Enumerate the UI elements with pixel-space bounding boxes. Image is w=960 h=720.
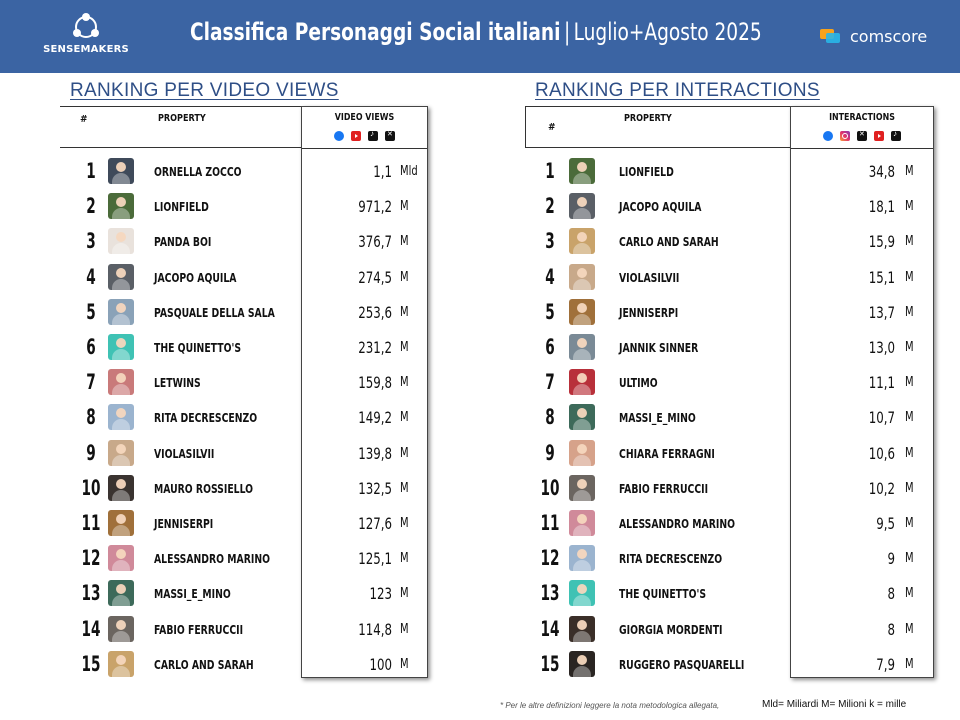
rank-number: 6 [545,335,555,359]
rank-column-header: # [548,122,556,133]
rank-number: 4 [86,264,96,289]
metric-value: 100 [369,654,392,674]
rank-number: 13 [81,581,101,606]
avatar [108,580,134,606]
metric-value: 8 [887,619,895,639]
metric-unit: M [905,445,914,461]
property-name: CARLO AND SARAH [619,235,719,250]
avatar [108,369,134,395]
table-header [525,106,790,148]
video-views-section-title: RANKING PER VIDEO VIEWS [70,80,339,101]
property-name: MAURO ROSSIELLO [154,481,254,496]
avatar [108,616,134,642]
avatar [108,334,134,360]
avatar [108,440,134,466]
metric-unit: M [400,410,409,426]
metric-value: 15,1 [868,267,895,287]
metric-value: 274,5 [358,267,392,287]
title-main: Classifica Personaggi Social italiani [190,18,561,46]
avatar [569,158,595,184]
rank-number: 5 [86,299,96,324]
table-row [60,541,430,576]
metric-column-header [302,107,427,149]
metric-value: 10,2 [868,478,895,498]
units-legend: Mld= Miliardi M= Milioni k = mille [762,699,907,710]
metric-value: 971,2 [358,197,392,217]
table-row [525,295,935,330]
avatar [108,228,134,254]
metric-unit: M [905,516,914,531]
rank-number: 2 [545,194,555,219]
rank-number: 3 [545,229,555,254]
property-name: JANNIK SINNER [619,341,699,355]
metric-unit: M [905,375,914,391]
table-row [525,541,935,576]
metric-unit: M [400,304,409,320]
avatar [108,158,134,184]
avatar [108,404,134,430]
metric-unit: M [400,234,409,250]
rank-number: 1 [545,159,555,183]
rank-number: 15 [540,651,560,676]
metric-value: 139,8 [358,443,392,463]
metric-value: 1,1 [373,162,392,181]
table-row [525,506,935,541]
table-row [525,471,935,506]
metric-unit: M [400,551,409,567]
property-name: THE QUINETTO'S [154,341,242,355]
property-name: RITA DECRESCENZO [154,411,258,426]
table-row [525,400,935,435]
table-row [60,260,430,295]
metric-value: 253,6 [358,302,392,322]
table-row [60,506,430,541]
page-title [190,18,762,46]
avatar [108,651,134,677]
social-icons [302,131,427,141]
metric-unit: M [400,480,409,496]
metric-unit: M [905,340,914,355]
metric-unit: M [400,516,409,531]
header-bar [0,0,960,73]
metric-value: 13,0 [868,338,895,357]
avatar [569,193,595,219]
metric-unit: M [905,480,914,496]
video-views-table [60,106,430,682]
title-period: Luglio+Agosto 2025 [573,18,762,46]
avatar [569,510,595,536]
rank-column-header: # [80,114,88,125]
rank-number: 8 [86,405,96,430]
comscore-logo [820,24,927,48]
property-name: VIOLASILVII [154,446,215,461]
rank-number: 9 [86,440,96,465]
rank-number: 8 [545,405,555,430]
table-row [525,260,935,295]
video-views-header: VIDEO VIEWS [334,112,395,123]
property-name: CARLO AND SARAH [154,657,254,672]
rank-number: 3 [86,229,96,254]
table-row [525,576,935,611]
interactions-table [525,106,935,682]
table-row [525,330,935,365]
sensemakers-logo [40,12,132,60]
metric-unit: M [905,656,914,672]
rank-number: 11 [540,511,560,535]
property-name: THE QUINETTO'S [619,587,707,602]
metric-unit: M [400,269,409,285]
rank-number: 13 [540,581,560,606]
table-row [525,154,935,189]
youtube-icon [874,131,884,141]
table-row [60,189,430,224]
metric-unit: M [905,199,914,215]
metric-unit: M [400,445,409,461]
rank-number: 12 [81,546,101,571]
metric-value: 11,1 [868,373,895,393]
property-name: GIORGIA MORDENTI [619,622,723,637]
table-row [60,295,430,330]
metric-unit: M [400,656,409,672]
property-name: ALESSANDRO MARINO [154,552,270,567]
avatar [108,264,134,290]
property-name: PASQUALE DELLA SALA [154,305,275,320]
metric-value: 9 [887,549,895,569]
avatar [569,299,595,325]
metric-unit: M [400,199,409,215]
table-row [525,365,935,400]
avatar [569,616,595,642]
metric-value: 7,9 [876,654,895,674]
table-row [525,647,935,682]
partner-name: comscore [850,26,928,46]
property-name: JACOPO AQUILA [154,270,237,285]
metric-value: 9,5 [876,514,895,533]
rank-number: 15 [81,651,101,676]
metric-unit: M [905,269,914,285]
rank-number: 10 [81,475,101,500]
rank-number: 2 [86,194,96,219]
sensemakers-logo-icon [70,12,102,42]
rank-number: 7 [545,370,555,395]
rank-number: 7 [86,370,96,395]
table-row [60,400,430,435]
metric-value: 34,8 [868,162,895,181]
methodology-footnote: * Per le altre definizioni leggere la nota metodologica allegata, [500,701,720,710]
rank-number: 5 [545,299,555,324]
metric-value: 125,1 [358,549,392,569]
property-name: FABIO FERRUCCII [619,481,709,496]
metric-value: 376,7 [358,232,392,252]
metric-unit: M [400,375,409,391]
property-name: LIONFIELD [154,200,209,215]
property-name: VIOLASILVII [619,270,680,285]
rank-number: 10 [540,475,560,500]
metric-value: 114,8 [358,619,392,639]
rank-number: 11 [81,511,101,535]
avatar [569,369,595,395]
avatar [108,545,134,571]
comscore-logo-icon [820,27,842,45]
metric-unit: Mld [400,164,418,179]
interactions-section-title: RANKING PER INTERACTIONS [535,80,820,101]
table-row [60,647,430,682]
tiktok-icon [368,131,378,141]
table-row [60,436,430,471]
interactions-header: INTERACTIONS [829,112,895,123]
rank-number: 14 [540,616,560,641]
rank-number: 9 [545,440,555,465]
metric-value: 8 [887,584,895,604]
youtube-icon [351,131,361,141]
property-name: LETWINS [154,376,201,391]
table-row [60,154,430,189]
rank-number: 14 [81,616,101,641]
x-icon [385,131,395,141]
metric-value: 18,1 [868,197,895,217]
property-name: JACOPO AQUILA [619,200,702,215]
metric-value: 10,7 [868,408,895,428]
property-name: CHIARA FERRAGNI [619,446,715,461]
tiktok-icon [891,131,901,141]
facebook-icon [823,131,833,141]
brand-name: SENSEMAKERS [43,44,129,55]
table-row [525,612,935,647]
property-name: FABIO FERRUCCII [154,622,244,637]
metric-column-header [791,107,933,149]
avatar [108,510,134,536]
social-icons [791,131,933,141]
property-name: RITA DECRESCENZO [619,552,723,567]
property-name: MASSI_E_MINO [619,411,696,426]
property-name: JENNISERPI [619,305,679,320]
title-separator: | [563,18,571,46]
metric-value: 13,7 [868,302,895,322]
property-name: ORNELLA ZOCCO [154,165,242,179]
metric-value: 123 [369,584,392,604]
metric-unit: M [400,586,409,602]
avatar [569,228,595,254]
avatar [569,545,595,571]
metric-value: 15,9 [868,232,895,252]
avatar [569,580,595,606]
rank-number: 12 [540,546,560,571]
property-column-header: PROPERTY [158,113,206,124]
instagram-icon [840,131,850,141]
property-name: JENNISERPI [154,517,214,531]
avatar [569,475,595,501]
metric-value: 149,2 [358,408,392,428]
metric-unit: M [905,410,914,426]
property-name: RUGGERO PASQUARELLI [619,657,745,672]
metric-unit: M [400,621,409,637]
property-name: ALESSANDRO MARINO [619,517,735,531]
metric-value: 159,8 [358,373,392,393]
avatar [108,299,134,325]
metric-unit: M [905,304,914,320]
metric-value: 231,2 [358,338,392,357]
metric-unit: M [905,551,914,567]
avatar [569,404,595,430]
table-row [60,576,430,611]
metric-unit: M [905,621,914,637]
table-row [60,224,430,259]
avatar [108,193,134,219]
avatar [108,475,134,501]
x-icon [857,131,867,141]
table-row [60,365,430,400]
property-name: LIONFIELD [619,165,674,179]
metric-unit: M [905,586,914,602]
table-row [60,612,430,647]
property-name: PANDA BOI [154,235,212,250]
table-header [60,106,301,148]
property-name: MASSI_E_MINO [154,587,231,602]
rank-number: 1 [86,159,96,183]
metric-unit: M [400,340,409,355]
table-row [525,224,935,259]
avatar [569,651,595,677]
table-row [60,471,430,506]
avatar [569,440,595,466]
property-name: ULTIMO [619,376,658,391]
metric-unit: M [905,164,914,179]
property-column-header: PROPERTY [624,113,672,124]
table-row [525,189,935,224]
metric-value: 10,6 [868,443,895,463]
metric-value: 127,6 [358,514,392,533]
table-row [525,436,935,471]
rank-number: 4 [545,264,555,289]
table-row [60,330,430,365]
facebook-icon [334,131,344,141]
metric-unit: M [905,234,914,250]
rank-number: 6 [86,335,96,359]
metric-value: 132,5 [358,478,392,498]
avatar [569,264,595,290]
avatar [569,334,595,360]
